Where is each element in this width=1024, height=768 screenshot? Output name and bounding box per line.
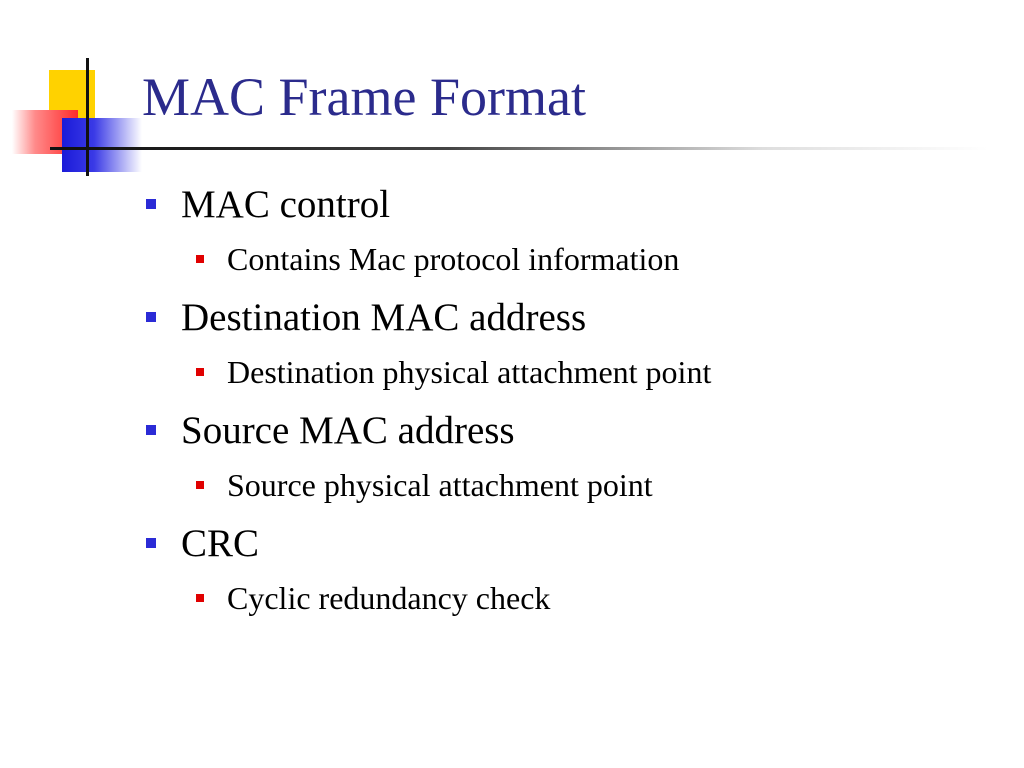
sub-bullet-item xyxy=(196,241,679,277)
bullet-item-source-mac-address xyxy=(146,407,515,453)
square-bullet-icon xyxy=(146,312,156,322)
square-bullet-icon xyxy=(146,538,156,548)
sub-bullet-text: Source physical attachment point xyxy=(227,467,653,503)
sub-bullet-text: Contains Mac protocol information xyxy=(227,241,680,277)
sub-bullet-item xyxy=(196,580,550,616)
sub-bullet-text: Destination physical attachment point xyxy=(227,354,712,390)
square-bullet-icon xyxy=(196,255,204,263)
square-bullet-icon xyxy=(196,481,204,489)
bullet-text: CRC xyxy=(181,521,260,565)
square-bullet-icon xyxy=(146,425,156,435)
bullet-item-mac-control xyxy=(146,181,390,227)
sub-bullet-item xyxy=(196,354,711,390)
slide-title: MAC Frame Format xyxy=(142,67,586,127)
sub-bullet-text: Cyclic redundancy check xyxy=(227,580,551,616)
square-bullet-icon xyxy=(196,594,204,602)
sub-bullet-item xyxy=(196,467,653,503)
bullet-text: MAC control xyxy=(181,182,391,226)
bullet-text: Source MAC address xyxy=(181,408,515,452)
bullet-item-destination-mac-address xyxy=(146,294,586,340)
square-bullet-icon xyxy=(146,199,156,209)
square-bullet-icon xyxy=(196,368,204,376)
bullet-item-crc xyxy=(146,520,259,566)
bullet-text: Destination MAC address xyxy=(181,295,587,339)
